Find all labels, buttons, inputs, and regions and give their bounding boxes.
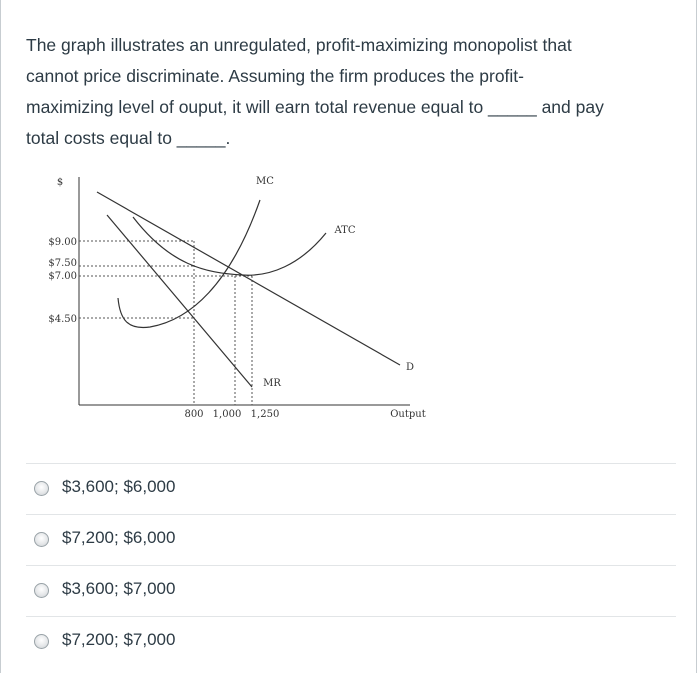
radio-button[interactable] bbox=[34, 532, 49, 547]
d-label: D bbox=[405, 362, 415, 373]
x-tick-800: 800 bbox=[184, 409, 204, 420]
answer-option-4[interactable] bbox=[26, 616, 676, 667]
answer-option-1[interactable] bbox=[26, 463, 676, 514]
answer-label: $7,200; $6,000 bbox=[62, 528, 176, 547]
answer-list bbox=[26, 463, 676, 667]
radio-button[interactable] bbox=[34, 583, 49, 598]
question-line-1: The graph illustrates an unregulated, profit-maximizing monopolist that bbox=[26, 35, 572, 55]
y-tick-7-50: $7.50 bbox=[48, 258, 77, 269]
y-axis-label: $ bbox=[56, 177, 64, 188]
radio-button[interactable] bbox=[34, 634, 49, 649]
answer-label: $3,600; $7,000 bbox=[62, 579, 176, 598]
answer-option-2[interactable] bbox=[26, 514, 676, 565]
answer-label: $7,200; $7,000 bbox=[62, 630, 176, 649]
mc-label: MC bbox=[256, 176, 274, 187]
x-tick-1000: 1,000 bbox=[212, 409, 242, 420]
question-line-3: maximizing level of ouput, it will earn total revenue equal to _____ and pay bbox=[26, 97, 604, 117]
answer-option-3[interactable] bbox=[26, 565, 676, 616]
x-axis-label: Output bbox=[390, 409, 426, 420]
answer-label: $3,600; $6,000 bbox=[62, 477, 176, 496]
y-tick-7-00: $7.00 bbox=[48, 271, 77, 282]
question-line-4: total costs equal to _____. bbox=[26, 128, 231, 148]
atc-label: ATC bbox=[334, 225, 356, 236]
x-tick-1250: 1,250 bbox=[250, 409, 280, 420]
monopoly-graph bbox=[30, 165, 450, 435]
mr-label: MR bbox=[263, 378, 281, 389]
question-text bbox=[26, 30, 686, 154]
radio-button[interactable] bbox=[34, 481, 49, 496]
y-tick-9-00: $9.00 bbox=[48, 237, 77, 248]
question-line-2: cannot price discriminate. Assuming the firm produces the profit- bbox=[26, 66, 524, 86]
demand-curve bbox=[97, 192, 400, 365]
y-tick-4-50: $4.50 bbox=[48, 314, 77, 325]
